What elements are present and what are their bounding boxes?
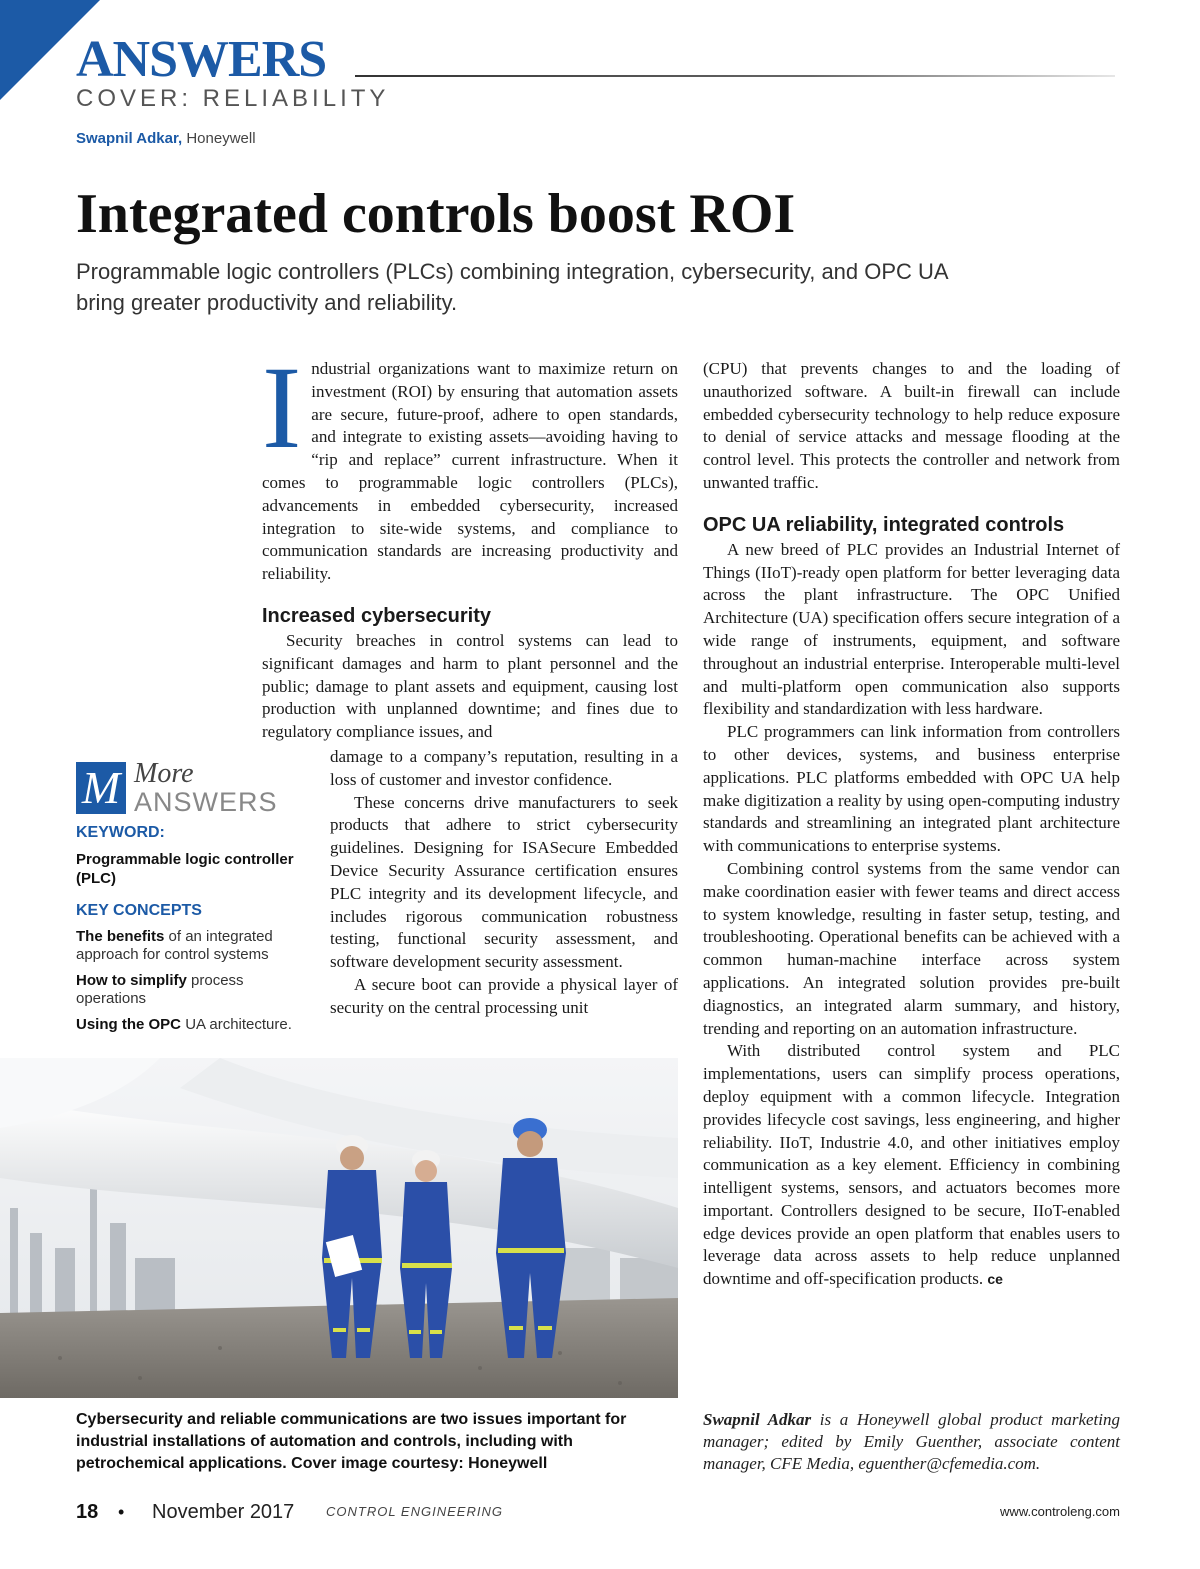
column-1-upper xyxy=(262,342,678,744)
key-concept-item: How to simplify process operations xyxy=(76,972,244,1007)
paragraph-security-breaches-cont: damage to a company’s reputation, resulting in a loss of customer and investor confidence. xyxy=(330,747,678,789)
magazine-name: CONTROL ENGINEERING xyxy=(326,1504,503,1519)
paragraph-plc-programmers: PLC programmers can link information from controllers to other devices, systems, and business enterprise applications. PLC platforms embedded with OPC UA help make digitization a reality by using open-computing industry standards and streamlining an integrated plant architecture with communications to enterprise systems. xyxy=(703,722,1120,856)
article-headline: Integrated controls boost ROI xyxy=(76,183,796,245)
more-answers-logo-icon: M xyxy=(76,762,126,814)
paragraph-cpu: (CPU) that prevents changes to and the loading of unauthorized software. A built-in firewall can include embedded cybersecurity technology to help reduce exposure to denial of service attacks and message flooding at the control level. This protects the controller and network from unwanted traffic. xyxy=(703,359,1120,492)
end-mark: ce xyxy=(987,1271,1003,1288)
kicker-rule xyxy=(355,75,1115,77)
sidebar-content xyxy=(76,824,301,1042)
keyword-label: KEYWORD: xyxy=(76,824,165,841)
drop-cap: I xyxy=(262,342,302,473)
paragraph-distributed: With distributed control system and PLC implementations, users can simplify process operations, deploy equipment with a common lifecycle. Integration provides lifecycle cost savings, less engineering, and higher reliability. IIoT, Industrie 4.0, and other initiatives employ communication as a key element. Efficiency in combining intelligent systems, sensors, and actuators becomes more important. Controllers designed to be secure, IIoT-enabled edge devices provide an open platform that enables users to leverage data across assets to help reduce unplanned downtime and off-specification products. ce xyxy=(703,1041,1120,1289)
magazine-url[interactable]: www.controleng.com xyxy=(1000,1504,1120,1519)
key-concept-item: Using the OPC UA architecture. xyxy=(76,1016,292,1033)
issue-date: November 2017 xyxy=(152,1501,295,1523)
bio-text: is a Honeywell global product marketing manager; edited by Emily Guenther, associate content manager, CFE Media, eguenther@cfemedia.com. xyxy=(703,1410,1121,1473)
bio-author-name: Swapnil Adkar xyxy=(703,1410,812,1429)
paragraph-security-breaches: Security breaches in control systems can lead to significant damages and harm to plant personnel and the public; damage to plant assets and equipment, causing lost production with unplanned downtime; and fines due to regulatory compliance issues, and xyxy=(262,630,678,742)
key-concept-item: The benefits of an integrated approach for control systems xyxy=(76,928,273,963)
author-name: Swapnil Adkar, xyxy=(76,130,183,147)
column-2 xyxy=(703,358,1120,1291)
article-deck: Programmable logic controllers (PLCs) combining integration, cybersecurity, and OPC UA bring greater productivity and reliability. xyxy=(76,259,948,315)
byline xyxy=(76,130,256,147)
page-number: 18 xyxy=(76,1501,99,1523)
answers-label: ANSWERS xyxy=(134,787,278,817)
section-label: COVER: RELIABILITY xyxy=(76,85,390,112)
paragraph-secure-boot: A secure boot can provide a physical layer of security on the central processing unit xyxy=(330,974,678,1017)
paragraph-new-breed: A new breed of PLC provides an Industrial Internet of Things (IIoT)-ready open platform for better leveraging data across the plant infrastructure. The OPC Unified Architecture (UA) specification offers secure integration of a wide range of instruments, equipment, and software throughout an industrial enterprise. Interoperable multi-level and multi-platform open communication also supports flexibility and standardization with less hardware. xyxy=(703,539,1120,719)
cover-photo xyxy=(0,1058,678,1398)
subhead-opc-ua: OPC UA reliability, integrated controls xyxy=(703,513,1065,536)
key-concepts-label: KEY CONCEPTS xyxy=(76,902,202,919)
subhead-cybersecurity: Increased cybersecurity xyxy=(262,604,492,627)
paragraph-combining: Combining control systems from the same vendor can make coordination easier with fewer teams and direct access to system knowledge, resulting in faster setup, testing, and troubleshooting. Operational benefits can be achieved with a common human-machine interface across system applications. An integrated solution provides pre-built diagnostics, an integrated alarm summary, and history, trending and reporting on an automation infrastructure. xyxy=(703,858,1120,1038)
author-bio xyxy=(703,1409,1120,1475)
intro-paragraph: Industrial organizations want to maximize return on investment (ROI) by ensuring that automation assets are secure, future-proof, adhere to open standards, and integrate to existing assets—avoiding having to “rip and replace” current infrastructure. When it comes to programmable logic controllers (PLCs), advancements in embedded cybersecurity, increased integration to site-wide systems, and compliance to communication standards are increasing productivity and reliability. xyxy=(262,342,678,584)
column-1-lower xyxy=(330,746,678,1020)
paragraph-concerns: These concerns drive manufacturers to seek products that adhere to strict cybersecurity guidelines. Designing for ISASecure Embedded Device Security Assurance certification ensures PLC integrity and its development lifecycle, and includes rigorous communication robustness testing, functional security assessment, and software development security assessment. xyxy=(330,792,678,972)
photo-caption: Cybersecurity and reliable communications are two issues important for industrial installations of automation and controls, including with petrochemical applications. Cover image courtesy: Honeywell xyxy=(76,1411,627,1472)
kicker-title: ANSWERS xyxy=(76,31,327,88)
keyword-value: Programmable logic controller (PLC) xyxy=(76,851,294,887)
workers-photo-illustration xyxy=(0,1058,678,1398)
footer-bullet: • xyxy=(118,1502,125,1522)
more-label: More xyxy=(134,758,194,789)
author-company: Honeywell xyxy=(186,130,256,147)
